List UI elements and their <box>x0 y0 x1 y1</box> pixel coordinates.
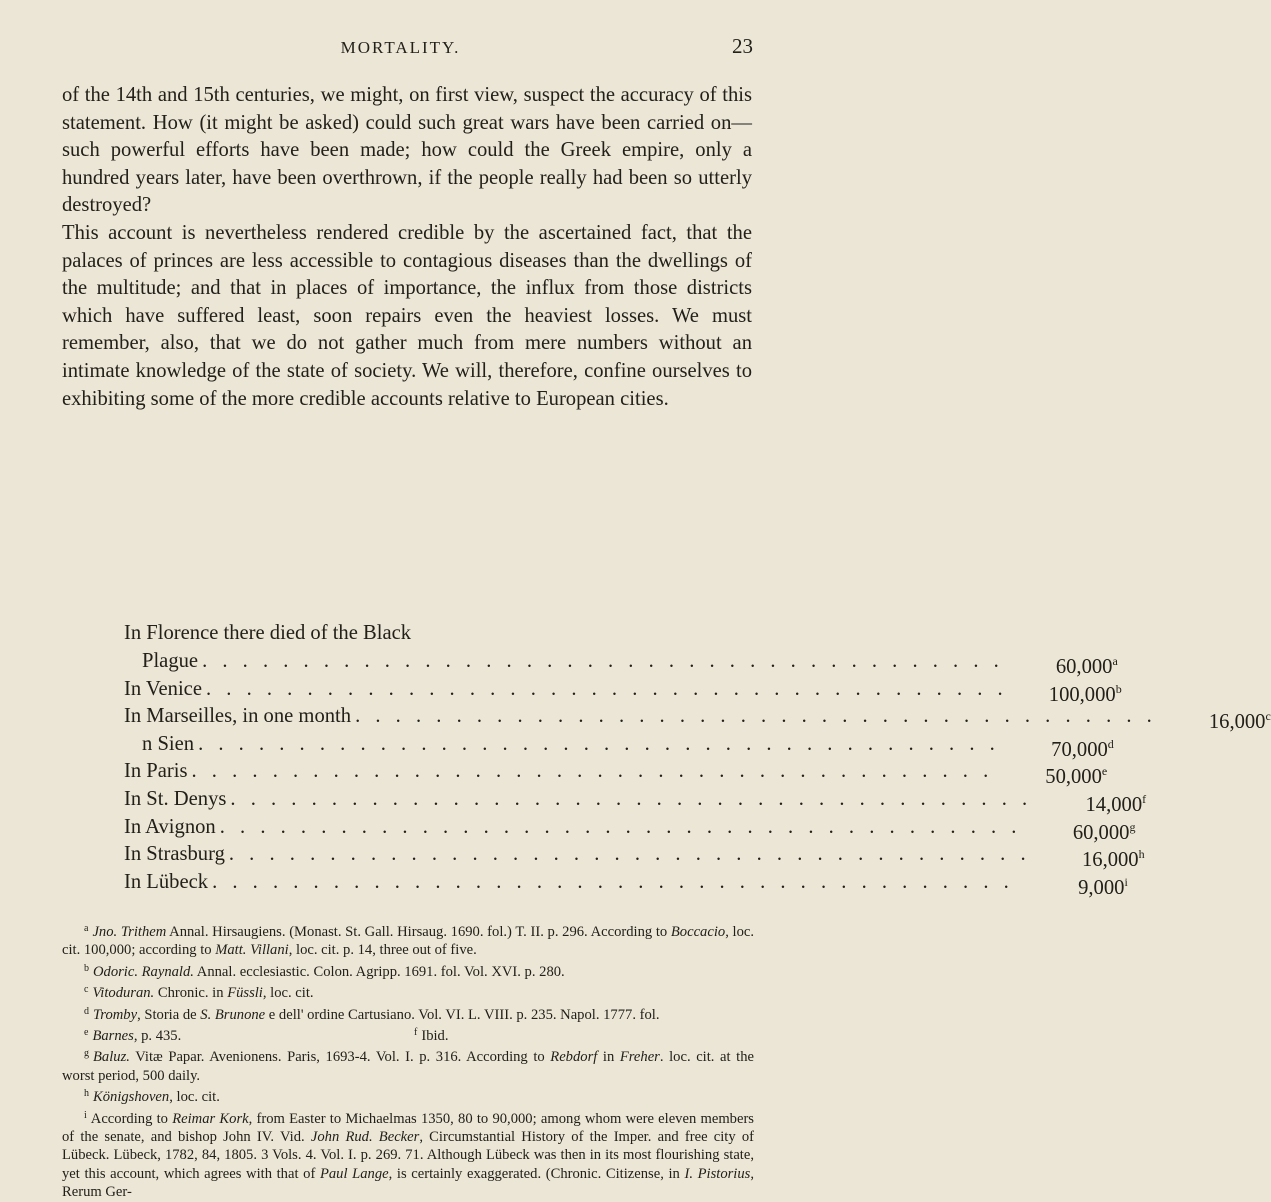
paragraph: of the 14th and 15th centuries, we might, on first view, suspect the accuracy of this statement. How (it might be asked) could such great wars have been carried on—such powerful efforts have been made; how could the Greek empire, only a hundred years later, have been overthrown, if the people really had been so utterly destroyed? <box>62 84 752 217</box>
footnote-c: $^c$ Vitoduran. Chronic. in Füssli, loc. cit. <box>84 984 314 1002</box>
leader-dots: . . . . . . . . . . . . . . . . . . . . . . . . . . . . . . . . . . . . . . . . <box>205 677 1008 700</box>
table-row <box>124 869 1128 899</box>
death-count: 100,000$^b$ <box>1048 681 1122 706</box>
death-count: 14,000$^f$ <box>1085 791 1147 816</box>
table-row <box>124 648 1118 678</box>
footnote-mark: b <box>1115 681 1122 696</box>
paragraph: This account is nevertheless rendered credible by the ascertained fact, that the palaces of princes are less accessible to contagious diseases than the dwellings of the multitude; and that in places of importance, the influx from those districts which have suffered least, soon repairs even the heaviest losses. We must remember, also, that we do not gather much from mere numbers without an intimate knowledge of the state of society. We will, therefore, confine ourselves to exhibiting some of the more credible accounts relative to European cities. <box>62 221 752 410</box>
running-head: MORTALITY. <box>340 38 461 57</box>
footnote-pair <box>62 1024 754 1045</box>
footnote-e: $^e$ Barnes, p. 435. <box>84 1027 182 1045</box>
footnote-mark: i <box>1124 874 1128 889</box>
footnote-mark: f <box>1142 791 1147 806</box>
table-row <box>124 676 1122 706</box>
table-row <box>124 814 1136 844</box>
place-name: Plague <box>142 650 199 672</box>
footnotes <box>62 920 754 1202</box>
leader-dots: . . . . . . . . . . . . . . . . . . . . . . . . . . . . . . . . . . . . . . . . <box>228 843 1031 866</box>
death-count: 60,000$^a$ <box>1055 654 1118 678</box>
place-name: In Strasburg <box>124 843 225 866</box>
body-text <box>62 82 752 413</box>
footnote-f: $^f$ Ibid. <box>414 1027 449 1045</box>
leader-dots: . . . . . . . . . . . . . . . . . . . . . . . . . . . . . . . . . . . . . . . . <box>212 870 1014 893</box>
page-header <box>0 34 801 64</box>
leader-dots: . . . . . . . . . . . . . . . . . . . . . . . . . . . . . . . . . . . . . . . . <box>191 760 994 783</box>
leader-dots: . . . . . . . . . . . . . . . . . . . . . . . . . . . . . . . . . . . . . . . . <box>219 815 1022 838</box>
footnote-mark: e <box>1101 764 1108 779</box>
place-name: In Lübeck <box>124 870 209 893</box>
footnote-mark: a <box>1112 654 1118 668</box>
death-count: 50,000e <box>1045 764 1108 789</box>
footnote-mark: d <box>1107 736 1114 751</box>
table-row <box>124 841 1145 872</box>
table-row <box>124 758 1108 789</box>
footnote-g: $^g$ Baluz. Vitæ Papar. Avenionens. Paris, 1693-4. Vol. I. p. 316. According to Rebdorf in Freher. loc. cit. at the worst period, 500 daily. <box>62 1048 754 1084</box>
leader-dots: . . . . . . . . . . . . . . . . . . . . . . . . . . . . . . . . . . . . . . . . <box>202 650 1004 672</box>
table-row <box>124 786 1147 816</box>
place-name: In Paris <box>124 760 188 783</box>
footnote-d: $^d$ Tromby, Storia de S. Brunone e dell' ordine Cartusiano. Vol. VI. L. VIII. p. 235. Napol. 1777. fol. <box>84 1005 660 1023</box>
place-name: In Venice <box>124 677 202 700</box>
death-count: 60,000$^g$ <box>1072 819 1136 844</box>
footnote-mark: c <box>1265 709 1271 724</box>
leader-dots: . . . . . . . . . . . . . . . . . . . . . . . . . . . . . . . . . . . . . . . . <box>198 732 1000 755</box>
mortality-table <box>124 648 1271 899</box>
table-intro: In Florence there died of the Black <box>124 622 412 644</box>
footnote-mark: h <box>1138 847 1145 862</box>
table-row <box>124 731 1114 761</box>
page-number: 23 <box>732 34 753 58</box>
footnote-b: $^b$ Odoric. Raynald. Annal. ecclesiastic. Colon. Agripp. 1691. fol. Vol. XVI. p. 280. <box>84 962 565 980</box>
death-count: 70,000$^d$ <box>1051 736 1114 761</box>
leader-dots: . . . . . . . . . . . . . . . . . . . . . . . . . . . . . . . . . . . . . . . . <box>230 787 1033 810</box>
footnote-mark: g <box>1129 819 1136 834</box>
footnote-h: $^h$ Königshoven, loc. cit. <box>84 1088 220 1106</box>
table-row <box>124 703 1271 734</box>
place-name: In Marseilles, in one month <box>124 705 352 728</box>
death-count: 16,000$^h$ <box>1081 847 1145 872</box>
footnote-i: $^i$ According to Reimar Kork, from Easter to Michaelmas 1350, 80 to 90,000; among whom were eleven members of the senate, and bishop John IV. Vid. John Rud. Becker, Circumstantial History of the Imper. and free city of Lübeck. Lübeck, 1782, 84, 1805. 3 Vols. 4. Vol. I. p. 269. 71. Although Lübeck was then in its most flourishing state, yet this account, which agrees with that of Paul Lange, is certainly exaggerated. (Chronic. Citizense, in I. Pistorius, Rerum Ger- <box>62 1109 754 1201</box>
death-count: 16,000$^c$ <box>1208 709 1271 734</box>
place-name: In Avignon <box>124 815 216 838</box>
leader-dots: . . . . . . . . . . . . . . . . . . . . . . . . . . . . . . . . . . . . . . . . <box>355 705 1157 728</box>
place-name: n Sien <box>142 732 195 755</box>
place-name: In St. Denys <box>124 787 227 810</box>
death-count: 9,000$^i$ <box>1078 874 1128 899</box>
footnote-a: $^a$ Jno. Trithem Annal. Hirsaugiens. (Monast. St. Gall. Hirsaug. 1690. fol.) T. II. p. 296. According to Boccacio, loc. cit. 100,000; according to Matt. Villani, loc. cit. p. 14, three out of five. <box>62 923 754 959</box>
